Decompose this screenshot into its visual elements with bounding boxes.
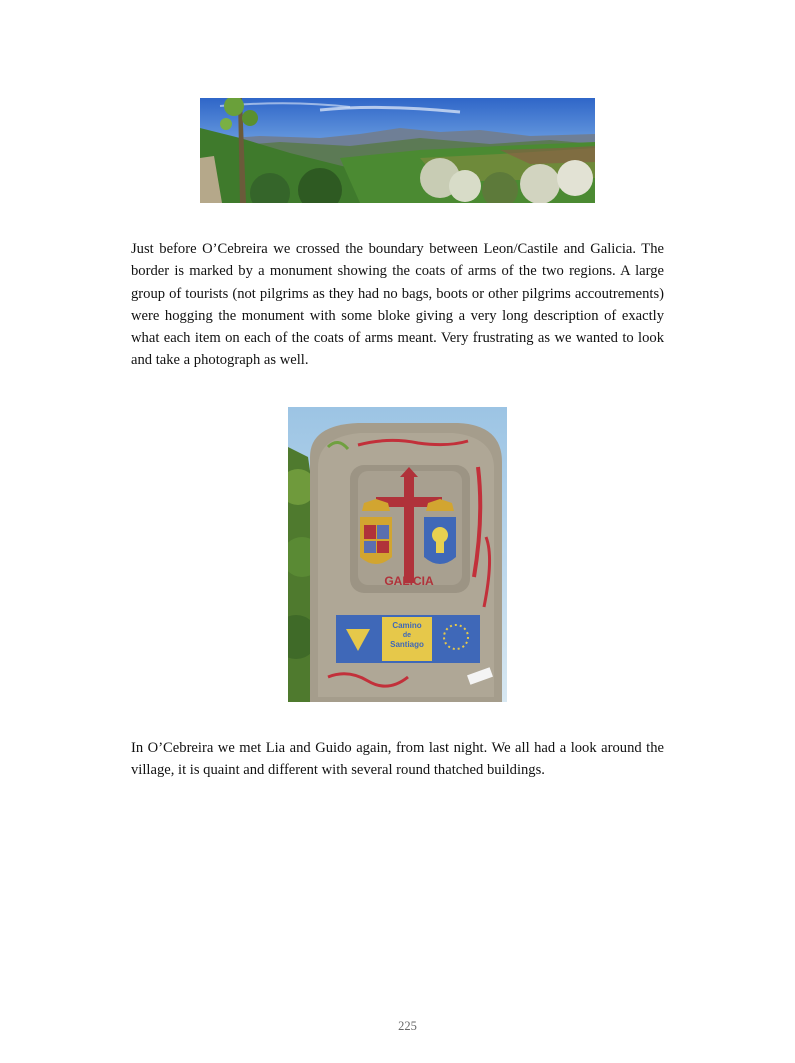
plaque-text-de: de [402, 632, 412, 639]
paragraph-border-crossing: Just before O’Cebreira we crossed the boundary between Leon/Castile and Galicia. The border is marked by a monument showing the coats of arms of the two regions. A large group of tourists (not pilgrims as they had no bags, boots or other pilgrims accoutrements) were hogging the monument with some bloke giving a very long description of exactly what each item on each of the coats of arms meant. Very frustrating as we wanted to look and take a photograph as well. [131, 241, 664, 369]
page-number: 225 [398, 1019, 417, 1033]
monument-photo [288, 407, 507, 702]
plaque-text-camino: Camino [392, 621, 422, 630]
paragraph-village-visit: In O’Cebreira we met Lia and Guido again, from last night. We all had a look around the village, it is quaint and different with several round thatched buildings. [131, 740, 664, 779]
monument-carved-text: GALICIA [384, 574, 434, 588]
monument-image [288, 407, 507, 702]
plaque-text-santiago: Santiago [390, 640, 424, 649]
panorama-image [200, 98, 595, 203]
panorama-photo [200, 98, 595, 203]
